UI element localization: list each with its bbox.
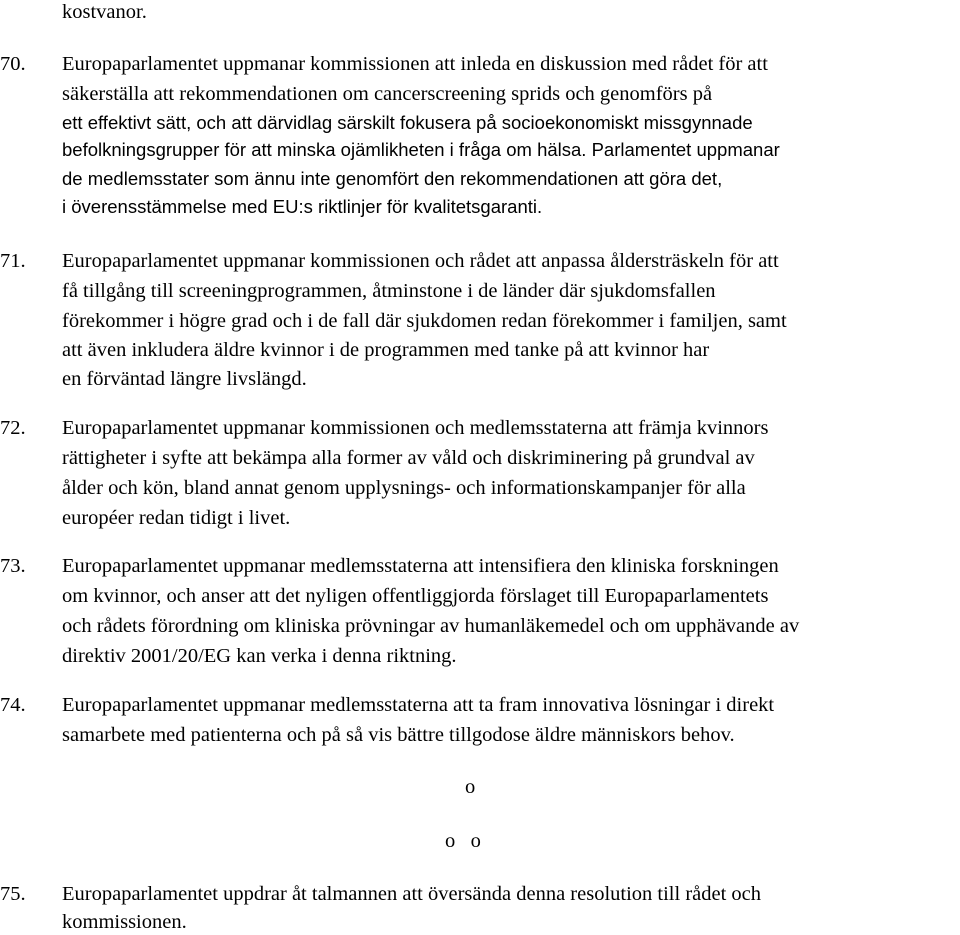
paragraph-75-line: Europaparlamentet uppdrar åt talmannen att översända denna resolution till rådet och [62,883,762,905]
paragraph-70-line: säkerställa att rekommendationen om cancerscreening sprids och genomförs på [62,83,713,105]
paragraph-72-line: européer redan tidigt i livet. [62,507,291,529]
paragraph-70-line: i överensstämmelse med EU:s riktlinjer för kvalitetsgaranti. [62,196,543,217]
paragraph-72-line: rättigheter i syfte att bekämpa alla former av våld och diskriminering på grundval av [62,447,755,469]
paragraph-72-line: Europaparlamentet uppmanar kommissionen och medlemsstaterna att främja kvinnors [62,417,769,439]
paragraph-73-line: direktiv 2001/20/EG kan verka i denna riktning. [62,645,457,667]
paragraph-number-71: 71. [0,250,26,272]
paragraph-number-70: 70. [0,53,26,75]
paragraph-70-line: ett effektivt sätt, och att därvidlag särskilt fokusera på socioekonomiskt missgynnade [62,112,753,133]
intro-tail-text: kostvanor. [62,1,147,23]
paragraph-number-74: 74. [0,694,26,716]
paragraph-72-line: ålder och kön, bland annat genom upplysnings- och informationskampanjer för alla [62,477,746,499]
paragraph-73-line: och rådets förordning om kliniska prövningar av humanläkemedel och om upphävande av [62,615,800,637]
paragraph-71-line: att även inkludera äldre kvinnor i de programmen med tanke på att kvinnor har [62,339,710,361]
paragraph-71-line: förekommer i högre grad och i de fall där sjukdomen redan förekommer i familjen, samt [62,310,787,332]
separator-bottom-marks: o o [445,830,481,852]
paragraph-74-line: Europaparlamentet uppmanar medlemsstaterna att ta fram innovativa lösningar i direkt [62,694,775,716]
paragraph-74-line: samarbete med patienterna och på så vis bättre tillgodose äldre människors behov. [62,724,735,746]
paragraph-number-73: 73. [0,555,26,577]
paragraph-73-line: Europaparlamentet uppmanar medlemsstaterna att intensifiera den kliniska forskningen [62,555,779,577]
paragraph-73-line: om kvinnor, och anser att det nyligen offentliggjorda förslaget till Europaparlamentets [62,585,769,607]
paragraph-71-line: Europaparlamentet uppmanar kommissionen och rådet att anpassa åldersträskeln för att [62,250,779,272]
paragraph-71-line: en förväntad längre livslängd. [62,368,307,390]
paragraph-number-75: 75. [0,883,26,905]
paragraph-number-72: 72. [0,417,26,439]
paragraph-75-line: kommissionen. [62,911,187,933]
paragraph-70-line: befolkningsgrupper för att minska ojämlikheten i fråga om hälsa. Parlamentet uppmanar [62,139,780,160]
paragraph-70-line: Europaparlamentet uppmanar kommissionen att inleda en diskussion med rådet för att [62,53,768,75]
paragraph-71-line: få tillgång till screeningprogrammen, åtminstone i de länder där sjukdomsfallen [62,280,716,302]
paragraph-70-line: de medlemsstater som ännu inte genomfört den rekommendationen att göra det, [62,168,723,189]
separator-top-mark: o [465,776,476,798]
